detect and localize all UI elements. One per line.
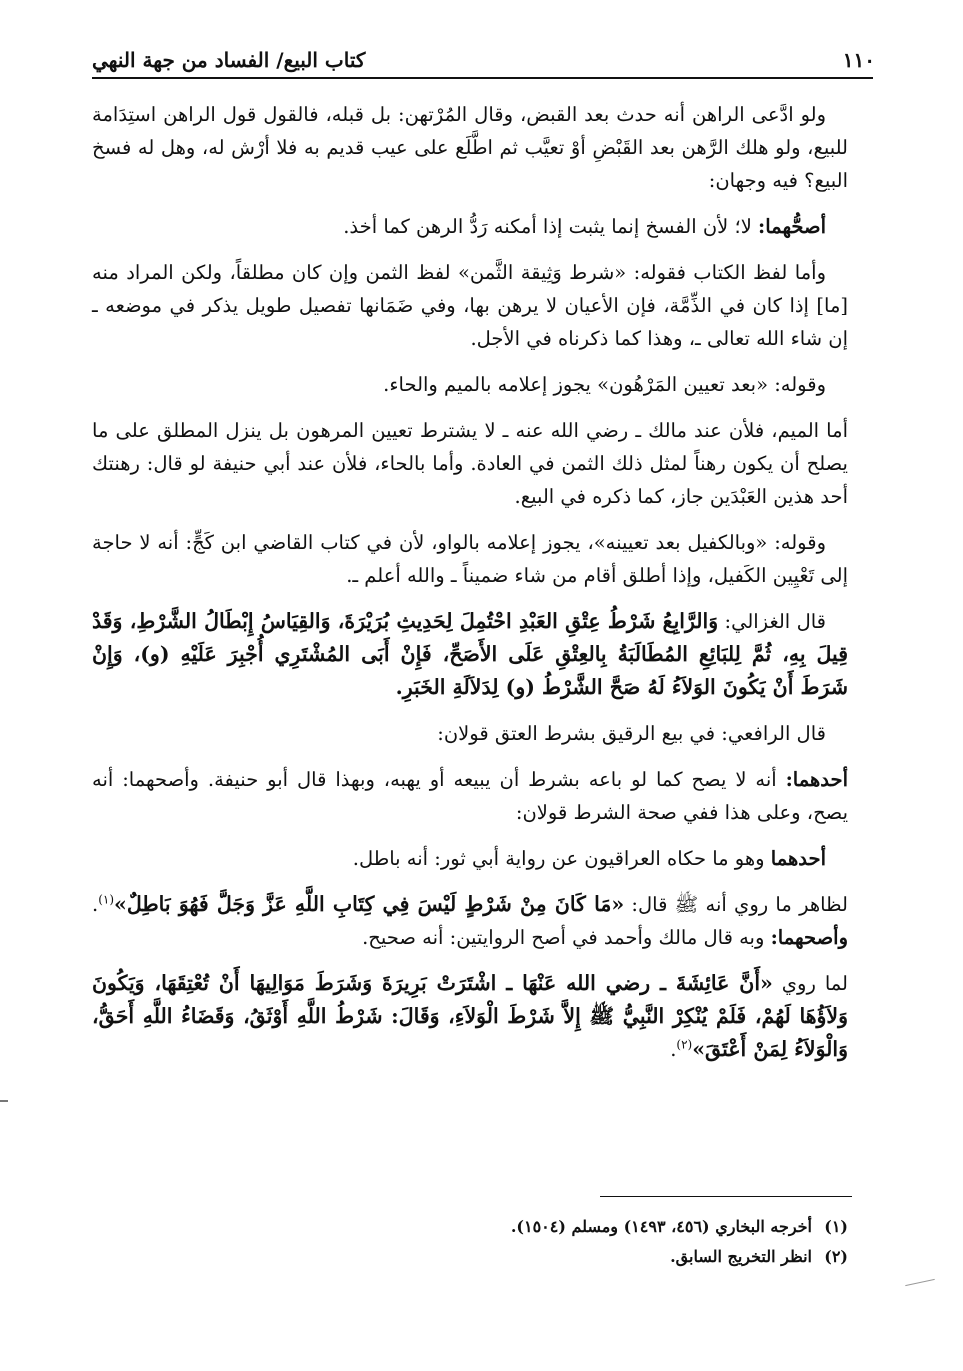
paragraph-2: أصحُّهما: لا؛ لأن الفسخ إنما يثبت إذا أمكنه رَدُّ الرهن كما أخذ. xyxy=(343,215,826,238)
paragraph-6: وقوله: «وبالكفيل بعد تعيينه»، يجوز إعلامه بالواو، لأن في كتاب القاضي ابن كَجٍّ: أنه لا حاجة إلى تَعْيِين الكَفيل، وإذا أطلق أقام من شاء ضميناً ـ والله أعلم ـ. xyxy=(92,531,848,587)
footnote-ref[interactable]: (٢) xyxy=(676,1037,693,1052)
paragraph-11: لظاهر ما روي أنه ﷺ قال: «مَا كَانَ مِنْ شَرْطٍ لَيْسَ فِي كِتَابِ اللَّهِ عَزَّ وَجَلَّ فَهُوَ بَاطِلٌ»$^{(١)}$. وأصحهما: وبه قال مالك وأحمد في أصح الروايتين: أنه صحيح. xyxy=(92,892,848,949)
paragraph-8: قال الرافعي: في بيع الرقيق بشرط العتق قولان: xyxy=(437,722,826,745)
paragraph-lead: قال الغزالي: xyxy=(724,610,826,633)
running-title: كتاب البيع/ الفساد من جهة النهي xyxy=(92,48,366,72)
paragraph-lead: أحدهما xyxy=(770,847,826,870)
footnote-rule xyxy=(600,1196,852,1197)
paragraph-4: وقوله: «بعد تعيين المَرْهُون» يجوز إعلامه بالميم والحاء. xyxy=(383,373,826,396)
footnote-number: (١) xyxy=(824,1217,848,1236)
paragraph-3: وأما لفظ الكتاب فقوله: «شرط وَثِيقة الثَّمن» لفظ الثمن وإن كان مطلقاً، ولكن المراد منه [ما] إذا كان في الذِّمَّة، فإن الأعيان لا يرهن بها، وفي ضَمَانها تفصيل طويل يذكر في موضعه ـ إن شاء الله تعالى ـ، وهذا كما ذكرناه في الأجل. xyxy=(92,261,848,350)
footnote-text: أخرجه البخاري (٤٥٦، ١٤٩٣) ومسلم (١٥٠٤). xyxy=(510,1217,812,1236)
paragraph-10: أحدهما وهو ما حكاه العراقيون عن رواية أبي ثور: أنه باطل. xyxy=(352,847,826,870)
footnote-text: انظر التخريج السابق. xyxy=(670,1247,812,1266)
scan-mark xyxy=(905,1279,935,1286)
paragraph-9: أحدهما: أنه لا يصح كما لو باعه بشرط أن يبيعه أو يهبه، وبهذا قال أبو حنيفة. وأصحهما: أنه يصح، وعلى هذا ففي صحة الشرط قولان: xyxy=(92,768,849,824)
paragraph-lead: وأصحهما: xyxy=(770,926,848,949)
paragraph-lead: أحدهما: xyxy=(785,768,849,791)
footnote-ref[interactable]: (١) xyxy=(98,892,115,907)
page-header xyxy=(92,38,875,72)
footnotes xyxy=(400,1212,848,1272)
scan-mark xyxy=(0,1100,8,1102)
paragraph-12: لما روي «أَنَّ عَائِشَةَ ـ رضي الله عَنْهَا ـ اشْتَرَتْ بَرِيرَةَ وَشَرَطَ مَوَالِيهَا أَنْ تُعْتِقَهَا، وَيَكُونَ وَلاَؤُهَا لَهُمْ، فَلَمْ يُنْكِرْ النَّبِيُّ ﷺ إِلاَّ شَرْطَ الْوَلاَءِ، وَقَالَ: شَرْطُ اللَّهِ أَوْثَقُ، وَقَضَاءُ اللَّهِ أَحَقُّ، وَالْوَلاَءُ لِمَنْ أَعْتَقَ»$^{(٢)}$. xyxy=(92,971,849,1061)
hadith-quote: «مَا كَانَ مِنْ شَرْطٍ لَيْسَ فِي كِتَابِ اللَّهِ عَزَّ وَجَلَّ فَهُوَ بَاطِلٌ» xyxy=(114,892,625,916)
paragraph-1: ولو ادَّعى الراهن أنه حدث بعد القبض، وقال المُرْتهن: بل قبله، فالقول قول الراهن استِدَامة للبيع، ولو هلك الرَّهن بعد القَبْضِ أوْ تعيَّب ثم اطَّلَع على عيب قديم به فلا أرْش له، وهل له فسخ البيع؟ فيه وجهان: xyxy=(92,103,848,192)
header-rule xyxy=(92,77,873,79)
paragraph-7 xyxy=(92,605,848,704)
footnote-1 xyxy=(400,1212,848,1242)
footnote-2 xyxy=(400,1242,848,1272)
paragraph-lead: أصحُّهما: xyxy=(758,215,826,238)
hadith-quote: «أَنَّ عَائِشَةَ ـ رضي الله عَنْهَا ـ اشْتَرَتْ بَرِيرَةَ وَشَرَطَ مَوَالِيهَا أَنْ تُعْتِقَهَا، وَيَكُونَ وَلاَؤُهَا لَهُمْ، فَلَمْ يُنْكِرْ النَّبِيُّ ﷺ إِلاَّ شَرْطَ الْوَلاَءِ، وَقَالَ: شَرْطُ اللَّهِ أَوْثَقُ، وَقَضَاءُ اللَّهِ أَحَقُّ، وَالْوَلاَءُ لِمَنْ أَعْتَقَ» xyxy=(92,971,848,1061)
page-number: ١١٠ xyxy=(842,48,875,72)
matn-quote: وَالرَّابِعُ شَرْطُ عِتْقِ العَبْدِ احْتُمِلَ لِحَدِيثِ بُرَيْرَةَ، وَالقِيَاسُ إِبْطَالُ الشَّرْطِ، وَقَدْ قِيلَ بِهِ، ثُمَّ لِلبَائِعِ المُطَالَبَةُ بِالعِتْقِ عَلَى الأَصَحِّ، فَإِنْ أَبَى المُشْتَرِي أُجْبِرَ عَلَيْهِ (و)، وَإِنْ شَرَطَ أَنْ يَكُونَ الوَلاَءُ لَهُ صَحَّ الشَّرْطُ (و) لِدَلاَلَةِ الخَبَرِ. xyxy=(92,609,848,699)
footnote-number: (٢) xyxy=(824,1247,848,1266)
body-text xyxy=(92,98,848,1079)
paragraph-5: أما الميم، فلأن عند مالك ـ رضي الله عنه ـ لا يشترط تعيين المرهون بل ينزل المطلق على ما يصلح أن يكون رهناً لمثل ذلك الثمن في العادة. وأما بالحاء، فلأن عند أبي حنيفة لو قال: رهنتك أحد هذين العَبْدَين جاز، كما ذكره في البيع. xyxy=(92,419,848,508)
